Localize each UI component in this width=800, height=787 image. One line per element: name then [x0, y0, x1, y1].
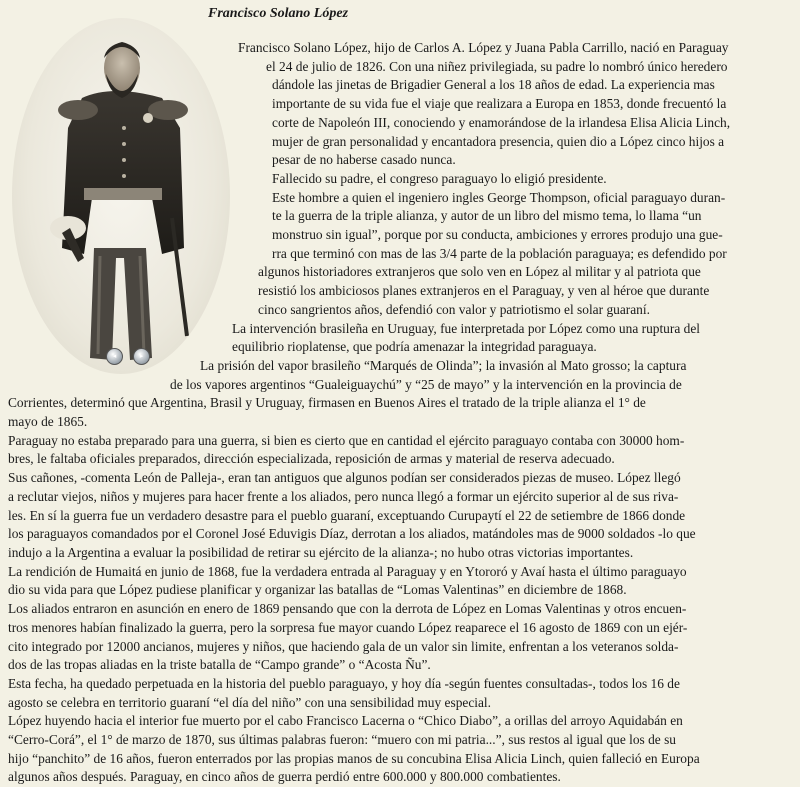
text-line: de los vapores argentinos “Gualeiguaychú” y “25 de mayo” y la intervención en la provincia de	[170, 376, 682, 392]
text-line: dio su vida para que López pudiese planificar y organizar las batallas de “Lomas Valentinas” en diciembre de 1868.	[8, 582, 627, 598]
text-line: La prisión del vapor brasileño “Marqués de Olinda”; la invasión al Mato grosso; la captura	[200, 357, 687, 373]
text-line: indujo a la Argentina a evaluar la posibilidad de retirar su ejército de la alianza-; no hubo otras victorias importantes.	[8, 544, 634, 560]
text-line: rra que terminó con mas de las 3/4 parte de la población paraguaya; es defendido por	[272, 245, 727, 261]
text-line: monstruo sin igual”, porque por su conducta, ambiciones y errores produjo una gue-	[272, 227, 723, 243]
next-image-button[interactable]: ▸	[133, 348, 150, 365]
text-line: tros menores habían finalizado la guerra, pero la sorpresa fue mayor cuando López reaparece el 16 agosto de 1869 con un ejér-	[8, 619, 688, 635]
text-line: el 24 de julio de 1826. Con una niñez privilegiada, su padre lo nombró único heredero	[266, 58, 728, 74]
text-line: te la guerra de la triple alianza, y autor de un libro del mismo tema, lo llama “un	[272, 208, 702, 224]
text-line: mayo de 1865.	[8, 414, 88, 430]
text-line: a reclutar viejos, niños y mujeres para hacer frente a los aliados, pero nunca llegó a formar un ejército superior al de sus riva-	[8, 488, 679, 504]
text-line: les. En sí la guerra fue un verdadero desastre para el pueblo guaraní, exceptuando Curupaytí el 22 de setiembre de 1866 donde	[8, 507, 686, 523]
text-line: La rendición de Humaitá en junio de 1868, fue la verdadera entrada al Paraguay y en Ytororó y Avaí hasta el último paraguayo	[8, 563, 687, 579]
text-line: importante de su vida fue el viaje que realizara a Europa en 1853, donde frecuentó la	[272, 96, 727, 112]
text-line: Fallecido su padre, el congreso paraguayo lo eligió presidente.	[272, 170, 607, 186]
article-body	[0, 39, 800, 787]
text-line: “Cerro-Corá”, el 1° de marzo de 1870, sus últimas palabras fueron: “muero con mi patria...”, sus restos al igual que los de su	[8, 732, 677, 748]
text-line: resistió los ambiciosos planes extranjeros en el Paraguay, y ven al héroe que durante	[258, 283, 710, 299]
text-line: los paraguayos comandados por el Coronel José Eduvigis Díaz, derrotan a los aliados, matándoles mas de 9000 soldados -lo que	[8, 526, 696, 542]
text-line: cinco sangrientos años, defendió con valor y patriotismo el solar guaraní.	[258, 301, 650, 317]
text-line: Este hombre a quien el ingeniero ingles George Thompson, oficial paraguayo duran-	[272, 189, 726, 205]
prev-image-button[interactable]: ◂	[106, 348, 123, 365]
text-line: equilibrio rioplatense, que podría amenazar la integridad paraguaya.	[232, 339, 597, 355]
text-line: López huyendo hacia el interior fue muerto por el cabo Francisco Lacerna o “Chico Diabo”, a orillas del arroyo Aquidabán en	[8, 713, 683, 729]
article-title: Francisco Solano López	[208, 6, 349, 21]
text-line: Corrientes, determinó que Argentina, Brasil y Uruguay, firmasen en Buenos Aires el tratado de la triple alianza el 1° de	[8, 395, 646, 411]
text-line: bres, le faltaba oficiales preparados, dirección especializada, reposición de armas y material de reserva adecuado.	[8, 451, 615, 467]
text-line: pesar de no haberse casado nunca.	[272, 152, 456, 168]
text-line: Esta fecha, ha quedado perpetuada en la historia del pueblo paraguayo, y hoy día -según fuentes consultadas-, todos los 16 de	[8, 675, 680, 691]
text-line: algunos historiadores extranjeros que solo ven en López al militar y al patriota que	[258, 264, 701, 280]
text-line: dándole las jinetas de Brigadier General a los 18 años de edad. La experiencia mas	[272, 77, 715, 93]
text-line: Paraguay no estaba preparado para una guerra, si bien es cierto que en cantidad el ejército paraguayo contaba con 30000 hom-	[8, 432, 685, 448]
text-line: Francisco Solano López, hijo de Carlos A. López y Juana Pabla Carrillo, nació en Paraguay	[238, 40, 729, 55]
text-line: mujer de gran personalidad y encantadora presencia, quien dio a López cinco hijos a	[272, 133, 725, 149]
text-line: agosto se celebra en territorio guaraní “el día del niño” con una sensibilidad muy especial.	[8, 694, 492, 710]
text-line: algunos años después. Paraguay, en cinco años de guerra perdió entre 600.000 y 800.000 combatientes.	[8, 769, 561, 785]
text-line: La intervención brasileña en Uruguay, fue interpretada por López como una ruptura del	[232, 320, 700, 336]
text-line: corte de Napoleón III, conociendo y enamorándose de la irlandesa Elisa Alicia Linch,	[272, 114, 731, 130]
text-line: dos de las tropas aliadas en la triste batalla de “Campo grande” o “Acosta Ñu”.	[8, 657, 431, 673]
text-line: Sus cañones, -comenta León de Palleja-, eran tan antiguos que algunos podían ser considerados piezas de museo. López llegó	[8, 470, 681, 486]
text-line: Los aliados entraron en asunción en enero de 1869 pensando que con la derrota de López en Lomas Valentinas y otros encuen-	[8, 601, 687, 617]
text-line: hijo “panchito” de 16 años, fueron enterrados por las propias manos de su concubina Elisa Alicia Linch, quien falleció en Europa	[8, 750, 700, 766]
text-line: cito integrado por 12000 ancianos, mujeres y niños, que haciendo gala de un valor sin limite, enfrentan a los veteranos solda-	[8, 638, 679, 654]
